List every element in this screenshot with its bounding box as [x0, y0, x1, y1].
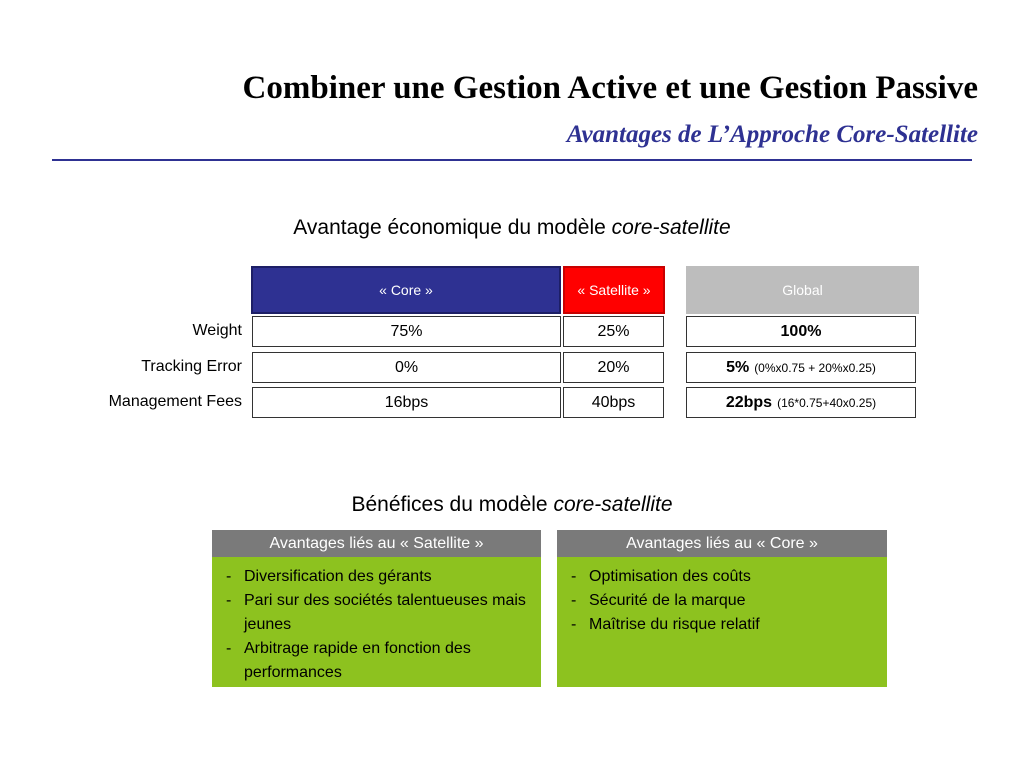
benefits-heading-italic: core-satellite — [553, 493, 673, 516]
slide-subtitle: Avantages de L’Approche Core-Satellite — [566, 121, 978, 148]
weight-global-value: 100% — [780, 322, 822, 340]
core-benefits-header: Avantages liés au « Core » — [557, 530, 887, 557]
row-label-management-fees: Management Fees — [108, 393, 242, 410]
list-item: - Sécurité de la marque — [569, 589, 877, 613]
cell-weight-core: 75% — [252, 316, 561, 347]
economic-advantage-heading — [0, 216, 1024, 240]
row-label-weight: Weight — [192, 322, 242, 339]
benefits-heading-text: Bénéfices du modèle — [351, 493, 554, 516]
row-label-tracking-error: Tracking Error — [141, 358, 242, 375]
core-benefits-list — [569, 565, 877, 637]
list-item: - Optimisation des coûts — [569, 565, 877, 589]
list-item: - Pari sur des sociétés talentueuses mais jeunes — [224, 589, 531, 637]
cell-tracking-core: 0% — [252, 352, 561, 383]
slide-title: Combiner une Gestion Active et une Gestion Passive — [242, 70, 978, 106]
satellite-benefits-list — [224, 565, 531, 685]
benefits-heading — [0, 493, 1024, 517]
satellite-benefits-header: Avantages liés au « Satellite » — [212, 530, 541, 557]
cell-fees-core: 16bps — [252, 387, 561, 418]
list-item: - Arbitrage rapide en fonction des performances — [224, 637, 531, 685]
fees-global-formula: (16*0.75+40x0.25) — [777, 395, 877, 410]
economic-heading-italic: core-satellite — [611, 216, 731, 239]
economic-heading-text: Avantage économique du modèle — [293, 216, 612, 239]
cell-weight-satellite: 25% — [563, 316, 664, 347]
title-divider — [52, 159, 972, 161]
column-header-global: Global — [686, 266, 919, 314]
column-header-satellite: « Satellite » — [563, 266, 665, 314]
column-header-core: « Core » — [251, 266, 561, 314]
fees-global-value: 22bps — [725, 393, 773, 411]
list-item: - Maîtrise du risque relatif — [569, 613, 877, 637]
list-item: - Diversification des gérants — [224, 565, 531, 589]
cell-tracking-satellite: 20% — [563, 352, 664, 383]
tracking-global-value: 5% — [726, 358, 750, 376]
cell-fees-global — [686, 387, 916, 418]
cell-tracking-global — [686, 352, 916, 383]
cell-weight-global — [686, 316, 916, 347]
core-benefits-body — [557, 557, 887, 687]
cell-fees-satellite: 40bps — [563, 387, 664, 418]
satellite-benefits-body — [212, 557, 541, 687]
tracking-global-formula: (0%x0.75 + 20%x0.25) — [754, 360, 876, 375]
